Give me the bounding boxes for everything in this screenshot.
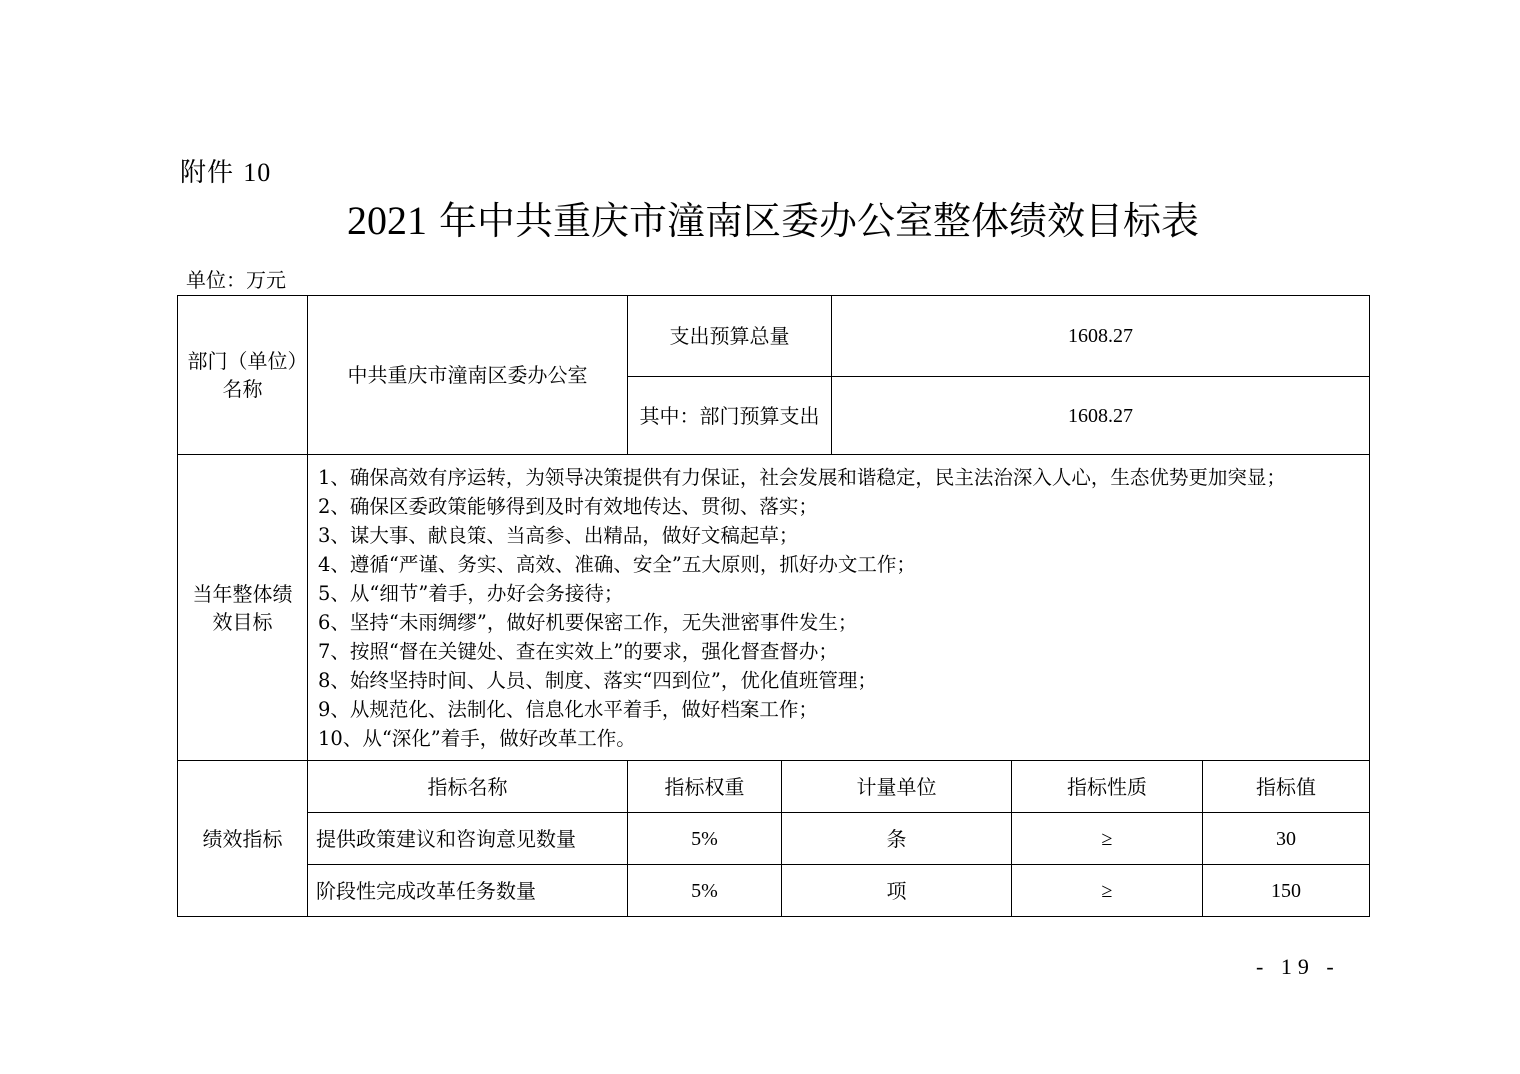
budget-dept-value: 1608.27 (1068, 404, 1133, 427)
attachment-number: 10 (243, 158, 272, 187)
dept-name-cell (308, 296, 628, 455)
budget-total-row (178, 296, 1370, 377)
budget-total-value-cell (832, 296, 1370, 377)
dept-label: 部门（单位）名称 (187, 349, 298, 401)
document-title (0, 190, 1520, 245)
goal-item: 7、按照“督在关键处、查在实效上”的要求，强化督查督办； (318, 639, 838, 663)
budget-dept-label: 其中：部门预算支出 (639, 403, 820, 428)
goal-item: 1、确保高效有序运转，为领导决策提供有力保证，社会发展和谐稳定，民主法治深入人心，生态优势更加突显； (318, 465, 1286, 489)
attachment-label (180, 152, 271, 189)
indicator-weight: 5% (628, 865, 782, 917)
goal-item: 6、坚持“未雨绸缪”，做好机要保密工作，无失泄密事件发生； (318, 610, 858, 634)
indicator-value: 150 (1203, 865, 1370, 917)
goal-item: 4、遵循“严谨、务实、高效、准确、安全”五大原则，抓好办文工作； (318, 552, 916, 576)
budget-dept-label-cell (628, 377, 832, 455)
table-row (178, 865, 1370, 917)
indicator-weight: 5% (628, 813, 782, 865)
attachment-label-text: 附件 (180, 158, 235, 188)
indicator-unit: 条 (782, 813, 1012, 865)
title-text: 年中共重庆市潼南区委办公室整体绩效目标表 (439, 199, 1200, 243)
budget-total-label: 支出预算总量 (669, 324, 790, 348)
header-nature: 指标性质 (1012, 761, 1203, 813)
indicator-name: 提供政策建议和咨询意见数量 (308, 813, 628, 865)
goals-label-cell (178, 455, 308, 761)
budget-total-label-cell (628, 296, 832, 377)
goal-item: 9、从规范化、法制化、信息化水平着手，做好档案工作； (318, 697, 818, 721)
goal-item: 3、谋大事、献良策、当高参、出精品，做好文稿起草； (318, 523, 799, 547)
dept-name: 中共重庆市潼南区委办公室 (347, 363, 588, 387)
indicator-header-row (178, 761, 1370, 813)
unit-label: 单位：万元 (186, 268, 286, 292)
goals-row (178, 455, 1370, 761)
page-number: - 19 - (1256, 954, 1340, 979)
indicator-value: 30 (1203, 813, 1370, 865)
goal-item: 2、确保区委政策能够得到及时有效地传达、贯彻、落实； (318, 494, 818, 518)
indicator-nature: ≥ (1012, 813, 1203, 865)
indicator-unit: 项 (782, 865, 1012, 917)
goal-item: 8、始终坚持时间、人员、制度、落实“四到位”，优化值班管理； (318, 668, 877, 692)
budget-dept-value-cell (832, 377, 1370, 455)
indicators-label-cell (178, 761, 308, 917)
title-year: 2021 (346, 198, 427, 243)
goals-list (308, 455, 1370, 761)
header-unit: 计量单位 (782, 761, 1012, 813)
indicators-label: 绩效指标 (202, 826, 283, 851)
indicator-name: 阶段性完成改革任务数量 (308, 865, 628, 917)
goal-item: 10、从“深化”着手，做好改革工作。 (318, 726, 636, 750)
dept-label-cell (178, 296, 308, 455)
table-row (178, 813, 1370, 865)
indicator-nature: ≥ (1012, 865, 1203, 917)
header-indicator-weight: 指标权重 (628, 761, 782, 813)
header-value: 指标值 (1203, 761, 1370, 813)
budget-total-value: 1608.27 (1068, 325, 1133, 347)
goals-label: 当年整体绩效目标 (192, 581, 293, 634)
goal-item: 5、从“细节”着手，办好会务接待； (318, 581, 624, 605)
performance-target-table (177, 295, 1370, 917)
header-indicator-name: 指标名称 (308, 761, 628, 813)
